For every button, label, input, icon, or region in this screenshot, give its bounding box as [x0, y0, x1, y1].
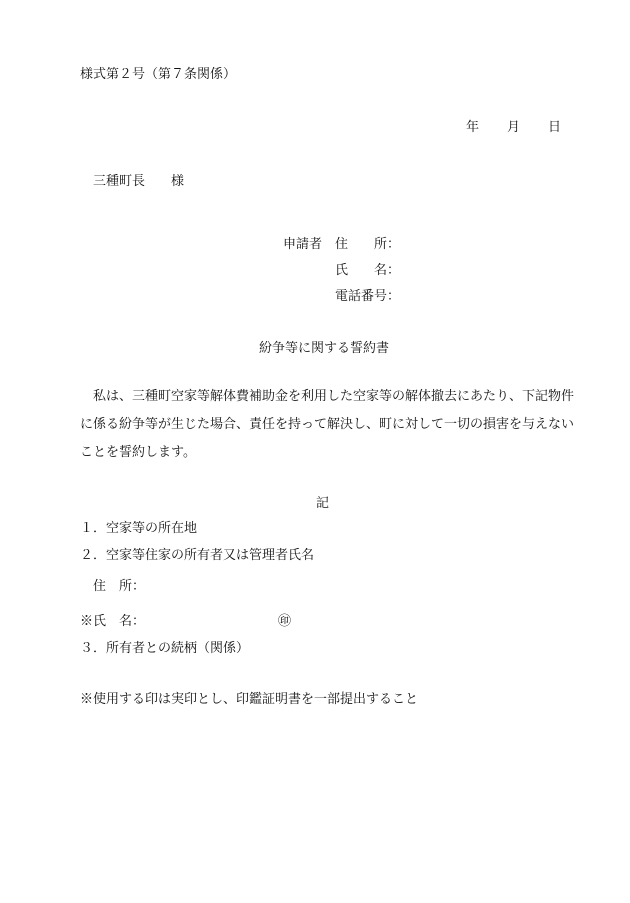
applicant-label: 申請者 — [283, 237, 323, 252]
applicant-address-label: 住 所： — [335, 237, 401, 252]
body-line-3: ことを誓約します。 — [80, 445, 196, 460]
addressee — [93, 173, 184, 191]
owner-address-label: 住 所： — [93, 579, 146, 594]
addressee-honorific: 様 — [171, 174, 185, 189]
item-2: ２．空家等住家の所有者又は管理者氏名 — [80, 548, 315, 563]
form-number: 様式第２号（第７条関係） — [80, 67, 237, 82]
seal-mark: ㊞ — [278, 614, 292, 629]
owner-name-label: ※氏 名： — [80, 614, 146, 629]
item-3: ３．所有者との続柄（関係） — [80, 641, 250, 656]
seal-note: ※使用する印は実印とし、印鑑証明書を一部提出すること — [80, 692, 419, 707]
date-month: 月 — [507, 120, 521, 135]
document-title: 紛争等に関する誓約書 — [259, 341, 390, 356]
body-line-2: に係る紛争等が生じた場合、責任を持って解決し、町に対して一切の損害を与えない — [80, 417, 575, 432]
body-line-1: 私は、三種町空家等解体費補助金を利用した空家等の解体撤去にあたり、下記物件 — [93, 389, 575, 404]
applicant-phone-label: 電話番号： — [335, 289, 401, 304]
item-1: １．空家等の所在地 — [80, 521, 198, 536]
date-day: 日 — [548, 120, 562, 135]
date-year: 年 — [466, 120, 480, 135]
date-line — [466, 119, 561, 137]
addressee-name: 三種町長 — [93, 174, 146, 189]
applicant-name-label: 氏 名： — [335, 263, 401, 278]
ki-heading: 記 — [316, 496, 330, 511]
